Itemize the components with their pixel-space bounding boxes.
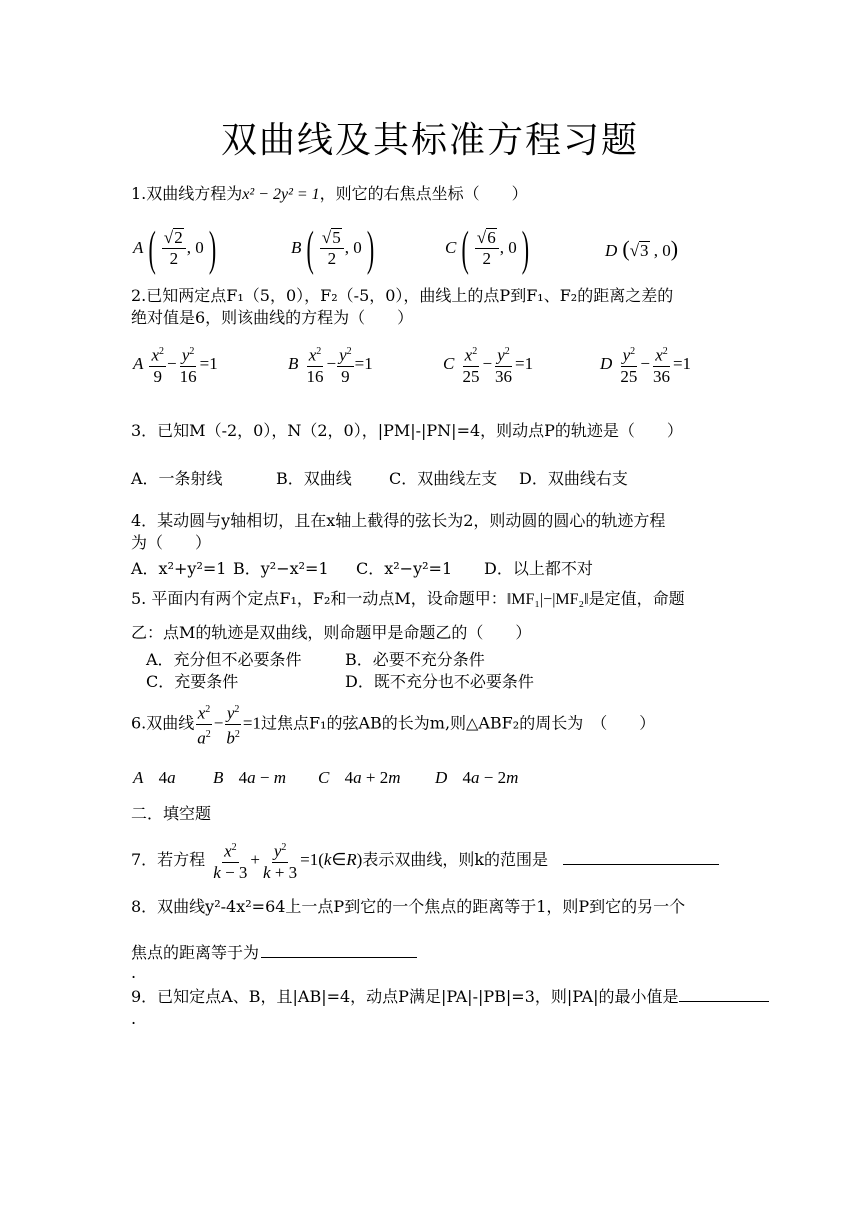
option-d: D．双曲线右支 [519,469,628,488]
question-4-line-2: 为（ ） [131,533,212,552]
option-d: D．以上都不对 [484,559,593,578]
option-b: B 4a − m [213,768,287,787]
question-8-line-1: 8．双曲线y²-4x²=64上一点P到它的一个焦点的距离等于1，则P到它的另一个 [131,897,686,916]
question-7-suffix: 表示双曲线，则k的范围是 [362,850,549,869]
question-6-suffix: （ ） [599,713,656,733]
option-a: A．充分但不必要条件 [146,650,302,669]
option-c: C．充要条件 [146,672,239,691]
question-9-end: . [131,1009,137,1028]
section-title-fill-in: 二．填空题 [131,804,212,823]
option-d: D (√3 , 0) [605,236,679,261]
option-a-value: $\frac{√2}{2}$ [162,228,186,269]
question-8-line-2-text: 焦点的距离等于为 [131,943,260,962]
question-6-prefix: 6.双曲线 [131,713,195,733]
option-b: B．y²−x²=1 [233,559,329,578]
question-9-text: 9．已知定点A、B，且|AB|=4，动点P满足|PA|-|PB|=3，则|PA|的最小值是 [131,987,679,1006]
question-8-end: . [131,963,137,982]
question-9 [131,985,769,1008]
question-1 [131,183,528,206]
answer-blank-7[interactable] [563,848,719,865]
option-c-value: $\frac{√6}{2}$ [475,228,499,269]
answer-blank-9[interactable] [679,985,769,1002]
option-a: A．x²+y²=1 [131,559,227,578]
option-b: B ( $\frac{√5}{2}$ , 0 ) [291,219,375,275]
option-d: D $\frac{y^2}{25}$ − $\frac{x^2}{36}$ =1 [600,342,691,387]
option-a: A．一条射线 [131,469,223,488]
option-c: C ( $\frac{√6}{2}$ , 0 ) [445,219,530,275]
question-5-line-2: 乙：点M的轨迹是双曲线，则命题甲是命题乙的（ ） [131,623,532,642]
question-3: 3．已知M（-2，0），N（2，0），|PM|-|PN|=4，则动点P的轨迹是（ ） [131,421,683,440]
option-c: C．x²−y²=1 [356,559,453,578]
option-d: D 4a − 2m [435,768,519,787]
question-8-line-2 [131,941,417,964]
question-1-prefix: 1.双曲线方程为 [131,184,243,203]
option-b: B．双曲线 [276,469,352,488]
option-d: D．既不充分也不必要条件 [345,672,534,691]
question-5-prefix: 5. 平面内有两个定点F₁，F₂和一动点M，设命题甲： [131,589,507,608]
option-a: A ( $\frac{√2}{2}$ , 0 ) [133,219,217,275]
question-6-middle: 过焦点F₁的弦AB的长为m,则△ABF₂的周长为 [260,713,584,733]
question-2-line-2: 绝对值是6，则该曲线的方程为（ ） [131,308,414,327]
question-6: 6.双曲线 $\frac{x^2}{a^2}$ − $\frac{y^2}{b^2}$ =1过焦点F₁的弦AB的长为m,则△ABF₂的周长为 （ ） [131,700,655,748]
question-4-line-1: 4．某动圆与y轴相切，且在x轴上截得的弦长为2，则动圆的圆心的轨迹方程 [131,511,666,530]
option-c: C 4a + 2m [318,768,401,787]
option-b: B．必要不充分条件 [345,650,485,669]
answer-blank-8[interactable] [261,941,417,958]
question-5-expression: ‖MF₁|−|MF₂‖ [506,591,589,608]
question-7-prefix: 7．若方程 [131,850,206,869]
option-b-value: $\frac{√5}{2}$ [320,228,344,269]
option-a: A $\frac{x^2}{9}$ − $\frac{y^2}{16}$ =1 [133,342,218,387]
question-1-suffix: ，则它的右焦点坐标（ ） [319,184,528,203]
question-7: 7．若方程 $\frac{x^2}{k - 3}$ + $\frac{y^2}{k + 3}$ =1(k∈R)表示双曲线，则k的范围是 [131,837,719,883]
option-a: A 4a [133,768,176,787]
question-5-line-1 [131,588,685,611]
question-1-equation: x² − 2y² = 1 [242,186,320,203]
question-2-line-1: 2.已知两定点F₁（5，0），F₂（-5，0），曲线上的点P到F₁、F₂的距离之差的 [131,286,674,305]
option-c: C $\frac{x^2}{25}$ − $\frac{y^2}{36}$ =1 [443,342,533,387]
question-5-suffix: 是定值，命题 [588,589,685,608]
option-c: C．双曲线左支 [389,469,498,488]
page-title: 双曲线及其标准方程习题 [220,120,639,161]
option-b: B $\frac{x^2}{16}$ − $\frac{y^2}{9}$ =1 [288,342,373,387]
